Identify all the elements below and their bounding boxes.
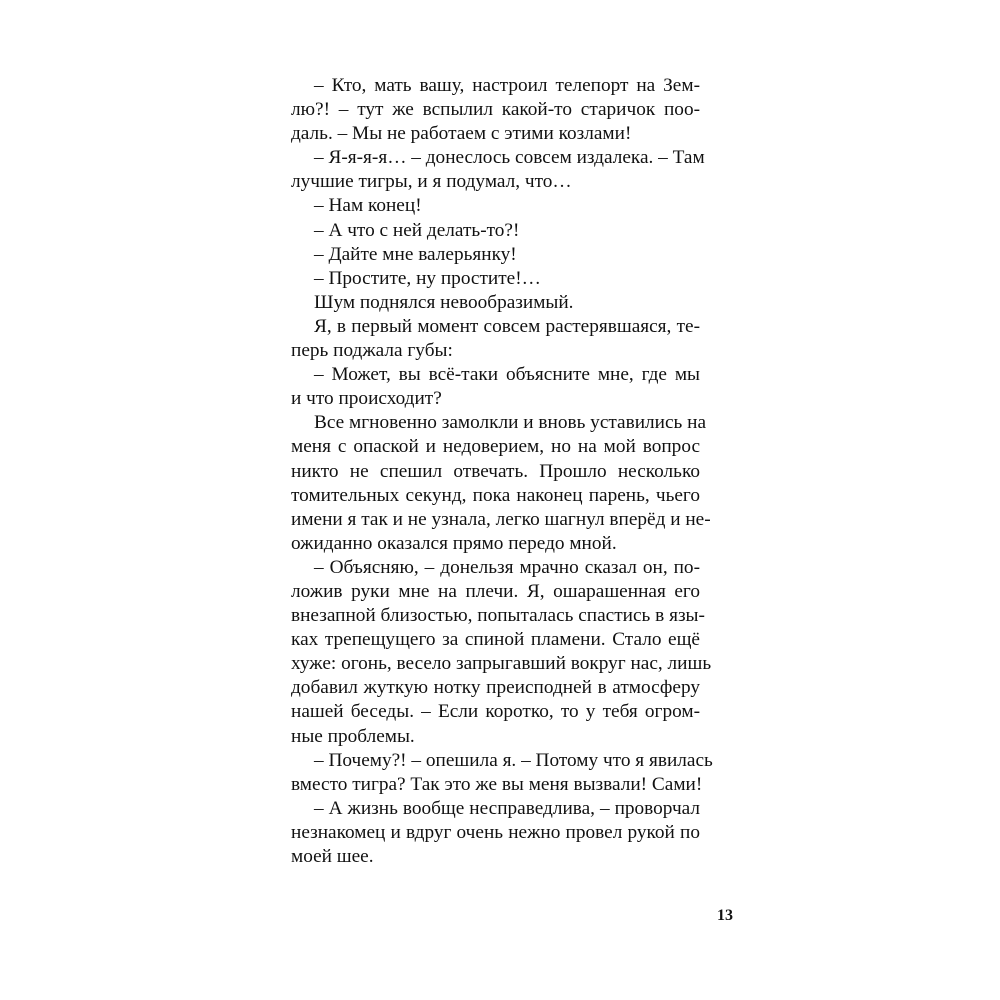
text-line: Я, в первый момент совсем растерявшаяся, те- [314,315,700,337]
paragraph [291,291,700,315]
text-line: вместо тигра? Так это же вы меня вызвали! Сами! [291,773,703,795]
paragraph [291,146,705,194]
paragraph [291,194,700,218]
paragraph [291,74,700,146]
text-line: хуже: огонь, весело запрыгавший вокруг нас, лишь [291,653,712,675]
paragraph [291,267,700,291]
paragraph [291,749,713,797]
text-line: незнакомец и вдруг очень нежно провел рукой по [291,821,700,843]
text-line: перь поджала губы: [291,340,453,362]
paragraph [291,243,700,267]
text-line: никто не спешил отвечать. Прошло несколько [291,460,700,482]
text-line: добавил жуткую нотку преисподней в атмосферу [291,677,700,699]
text-line: меня с опаской и недоверием, но на мой вопрос [291,436,700,458]
text-line: – Объясняю, – донельзя мрачно сказал он, по- [314,556,700,578]
text-line: – Простите, ну простите!… [314,267,541,289]
text-line: ках трепещущего за спиной пламени. Стало ещё [291,629,700,651]
text-line: и что происходит? [291,388,442,410]
paragraph [291,411,711,556]
text-line: ные проблемы. [291,725,415,747]
text-line: имени я так и не узнала, легко шагнул вперёд и не- [291,508,711,530]
text-line: моей шее. [291,846,374,867]
text-line: лю?! – тут же вспылил какой-то старичок поо- [291,99,700,121]
paragraph [291,315,700,363]
text-line: – Я-я-я-я… – донеслось совсем издалека. – Там [314,147,705,169]
text-line: – Может, вы всё-таки объясните мне, где мы [314,364,700,386]
text-line: томительных секунд, пока наконец парень, чьего [291,484,700,506]
paragraph [291,797,700,869]
paragraph [291,219,700,243]
text-line: Все мгновенно замолкли и вновь уставились на [314,412,707,434]
text-line: – А жизнь вообще несправедлива, – проворчал [314,797,700,819]
page-number: 13 [717,907,733,924]
text-line: нашей беседы. – Если коротко, то у тебя огром- [291,701,700,723]
paragraph [291,556,712,749]
text-line: – Нам конец! [314,195,422,217]
text-line: ложив руки мне на плечи. Я, ошарашенная его [291,580,700,602]
paragraph [291,363,700,411]
text-line: Шум поднялся невообразимый. [314,291,574,313]
text-line: – Кто, мать вашу, настроил телепорт на Зем- [314,75,700,96]
text-line: лучшие тигры, и я подумал, что… [291,171,572,193]
text-line: – Почему?! – опешила я. – Потому что я явилась [314,749,713,771]
body-text [291,74,713,869]
text-line: даль. – Мы не работаем с этими козлами! [291,123,632,145]
text-line: – А что с ней делать-то?! [314,219,520,241]
text-line: внезапной близостью, попыталась спастись в язы- [291,605,705,627]
text-line: ожиданно оказался прямо передо мной. [291,532,617,554]
text-line: – Дайте мне валерьянку! [314,243,517,265]
